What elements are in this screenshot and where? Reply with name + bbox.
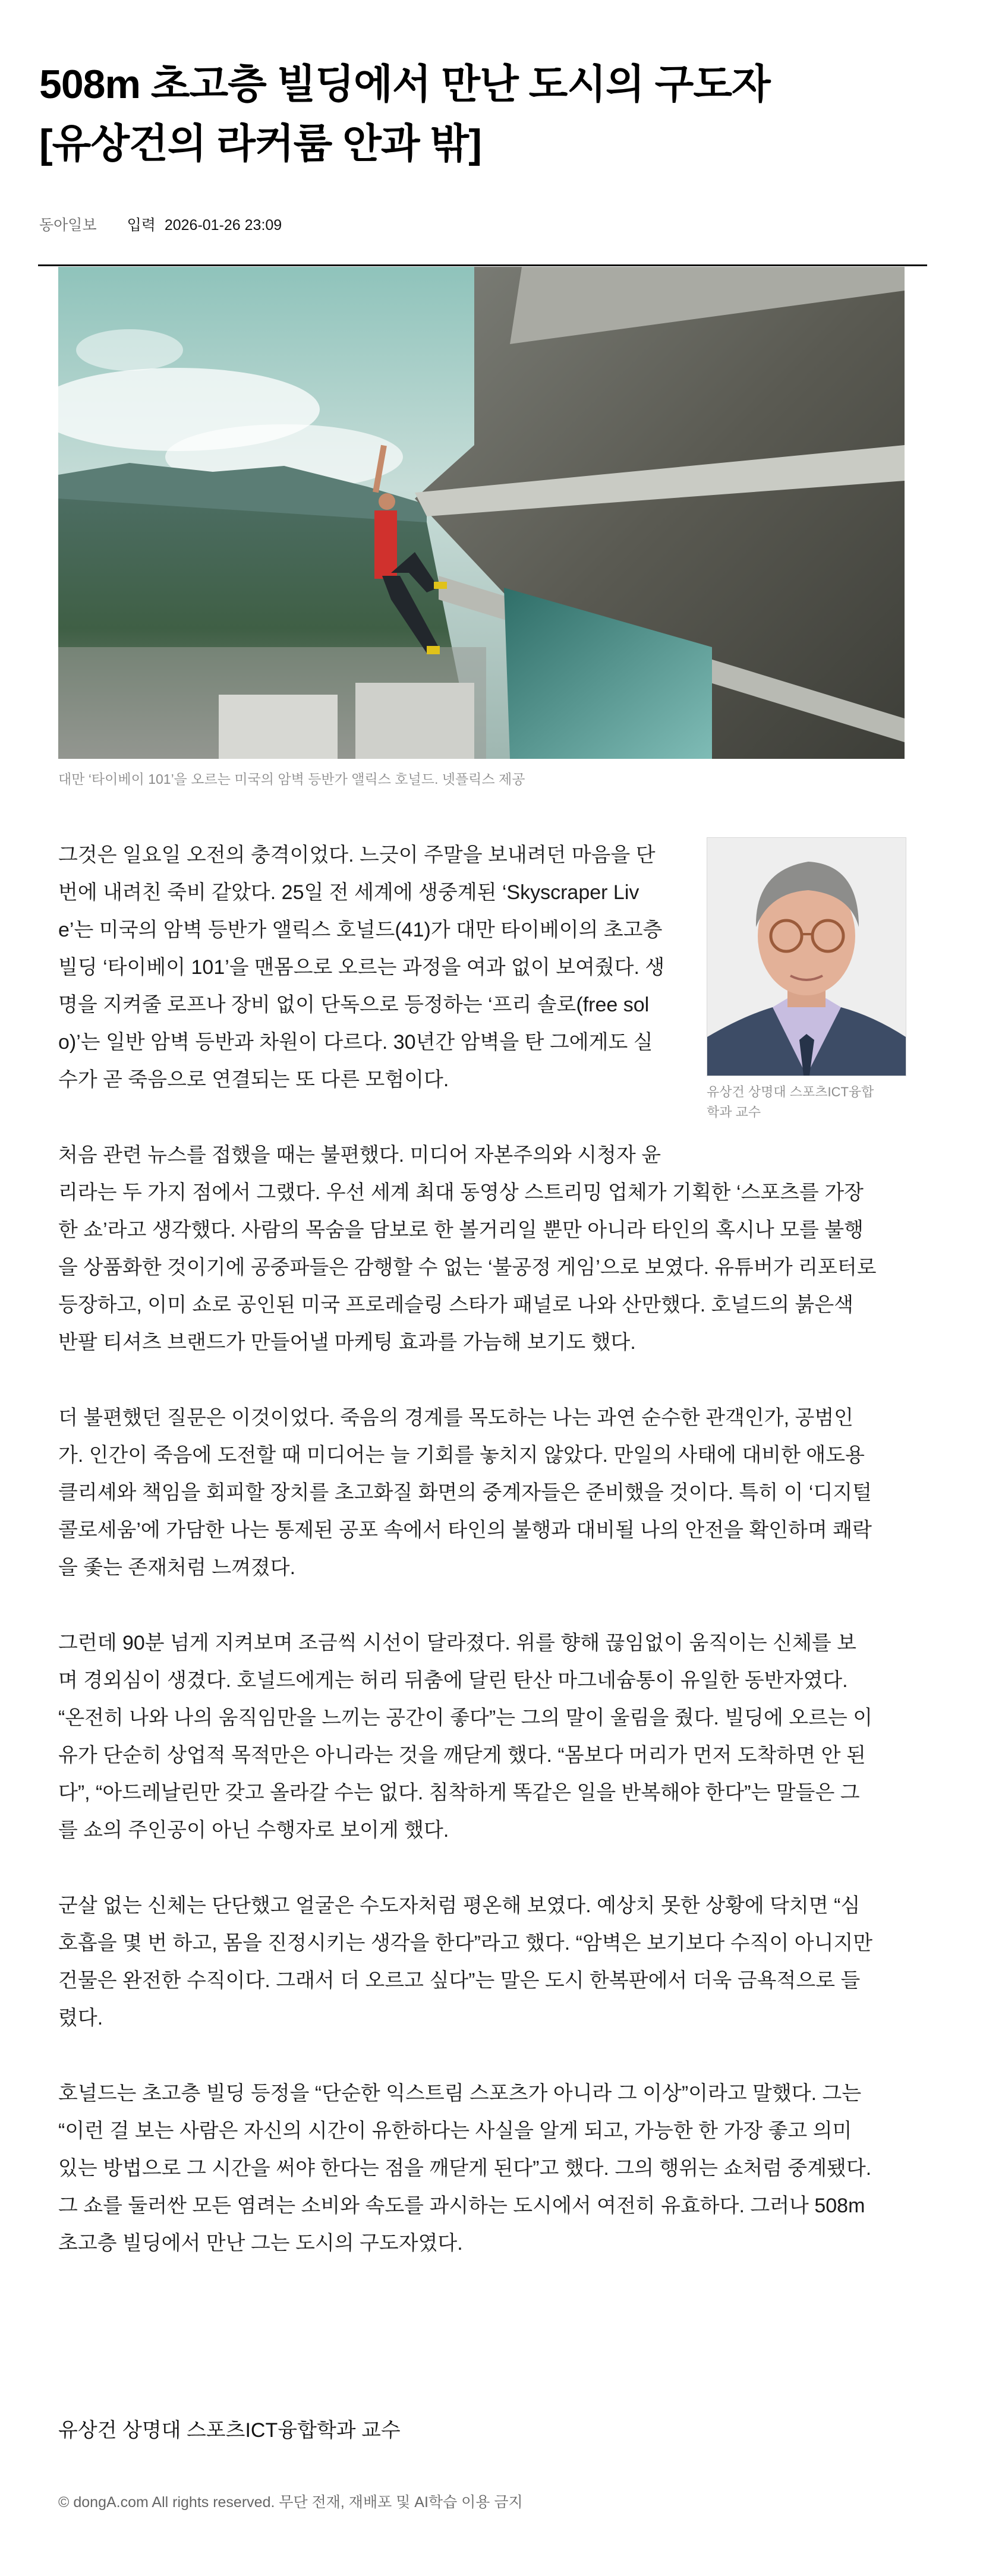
main-photo[interactable] — [58, 267, 905, 759]
text-line: 더 불편했던 질문은 이것이었다. 죽음의 경계를 목도하는 나는 과연 순수한 관객인가, 공범인 — [58, 1407, 854, 1429]
text-line: 다”, “아드레날린만 갖고 올라갈 수는 없다. 침착하게 똑같은 일을 반복해야 한다”는 말들은 그 — [58, 1782, 860, 1804]
text-line: “온전히 나와 나의 움직임만을 느끼는 공간이 좋다”는 그의 말이 울림을 줬다. 빌딩에 오르는 이 — [58, 1707, 873, 1729]
paragraph-2 — [58, 1137, 908, 1361]
text-line: 호흡을 몇 번 하고, 몸을 진정시키는 생각을 한다”라고 했다. “암벽은 보기보다 수직이 아니지만 — [58, 1932, 873, 1954]
text-line: 유가 단순히 상업적 목적만은 아니라는 것을 깨닫게 했다. “몸보다 머리가 먼저 도착하면 안 된 — [58, 1744, 866, 1767]
text-line: 그 쇼를 둘러싼 모든 염려는 소비와 속도를 과시하는 도시에서 여전히 유효하다. 그러나 508m — [58, 2195, 865, 2217]
author-photo-caption-line-2: 학과 교수 — [707, 1105, 761, 1120]
text-line: 호널드는 초고층 빌딩 등정을 “단순한 익스트림 스포츠가 아니라 그 이상”이라고 말했다. 그는 — [58, 2082, 862, 2105]
text-line: 한 쇼’라고 생각했다. 사람의 목숨을 담보로 한 볼거리일 뿐만 아니라 타인의 혹시나 모를 불행 — [58, 1219, 864, 1241]
text-line: 렸다. — [58, 2007, 103, 2029]
text-line: 군살 없는 신체는 단단했고 얼굴은 수도자처럼 평온해 보였다. 예상치 못한 상황에 닥치면 “심 — [58, 1894, 861, 1917]
text-line: 수가 곧 죽음으로 연결되는 또 다른 모험이다. — [58, 1068, 449, 1091]
text-line: 을 상품화한 것이기에 공중파들은 감행할 수 없는 ‘불공정 게임’으로 보였다. 유튜버가 리포터로 — [58, 1256, 877, 1279]
text-line: 처음 관련 뉴스를 접했을 때는 불편했다. 미디어 자본주의와 시청자 윤 — [58, 1144, 661, 1166]
text-line: 가. 인간이 죽음에 도전할 때 미디어는 늘 기회를 놓치지 않았다. 만일의 사태에 대비한 애도용 — [58, 1444, 865, 1467]
text-line: 를 쇼의 주인공이 아닌 수행자로 보이게 했다. — [58, 1819, 449, 1842]
author-byline: 유상건 상명대 스포츠ICT융합학과 교수 — [58, 2419, 401, 2442]
text-line: o)’는 일반 암벽 등반과 차원이 다르다. 30년간 암벽을 탄 그에게도 실 — [58, 1031, 653, 1054]
header-divider — [38, 264, 927, 266]
page-title — [39, 55, 931, 174]
text-line: 번에 내려친 죽비 같았다. 25일 전 세계에 생중계된 ‘Skyscraper Liv — [58, 881, 639, 904]
date-label: 입력 — [127, 217, 156, 234]
text-line: e’는 미국의 암벽 등반가 앨릭스 호널드(41)가 대만 타이베이의 초고층 — [58, 919, 663, 941]
text-line: 그런데 90분 넘게 지켜보며 조금씩 시선이 달라졌다. 위를 향해 끊임없이 움직이는 신체를 보 — [58, 1632, 857, 1654]
text-line: 등장하고, 이미 쇼로 공인된 미국 프로레슬링 스타가 패널로 나와 산만했다. 호널드의 붉은색 — [58, 1294, 854, 1316]
paragraph-5 — [58, 1887, 908, 2037]
publish-date: 2026-01-26 23:09 — [164, 217, 282, 234]
paragraph-4 — [58, 1625, 908, 1849]
text-line: 그것은 일요일 오전의 충격이었다. 느긋이 주말을 보내려던 마음을 단 — [58, 844, 656, 866]
text-line: “이런 걸 보는 사람은 자신의 시간이 유한하다는 사실을 알게 되고, 가능한 한 가장 좋고 의미 — [58, 2120, 852, 2142]
title-line-1: 508m 초고층 빌딩에서 만난 도시의 구도자 — [39, 62, 770, 107]
text-line: 며 경외심이 생겼다. 호널드에게는 허리 뒤춤에 달린 탄산 마그네슘통이 유일한 동반자였다. — [58, 1669, 848, 1692]
text-line: 반팔 티셔츠 브랜드가 만들어낼 마케팅 효과를 가늠해 보기도 했다. — [58, 1331, 636, 1354]
photo-caption: 대만 ‘타이베이 101’을 오르는 미국의 암벽 등반가 앨릭스 호널드. 넷플릭스 제공 — [58, 771, 525, 787]
text-line: 빌딩 ‘타이베이 101’을 맨몸으로 오르는 과정을 여과 없이 보여줬다. 생 — [58, 956, 665, 979]
text-line: 건물은 완전한 수직이다. 그래서 더 오르고 싶다”는 말은 도시 한복판에서 더욱 금욕적으로 들 — [58, 1969, 861, 1992]
text-line: 콜로세움’에 가담한 나는 통제된 공포 속에서 타인의 불행과 대비될 나의 안전을 확인하며 쾌락 — [58, 1519, 872, 1541]
paragraph-3 — [58, 1399, 908, 1587]
text-line: 을 좇는 존재처럼 느껴졌다. — [58, 1556, 296, 1579]
article-body — [58, 837, 908, 2300]
author-photo-caption-line-1: 유상건 상명대 스포츠ICT융합 — [707, 1084, 874, 1099]
article-meta — [39, 216, 282, 234]
text-line: 리라는 두 가지 점에서 그랬다. 우선 세계 최대 동영상 스트리밍 업체가 기획한 ‘스포츠를 가장 — [58, 1181, 864, 1204]
publisher-name[interactable]: 동아일보 — [39, 217, 97, 234]
text-line: 명을 지켜줄 로프나 장비 없이 단독으로 등정하는 ‘프리 솔로(free sol — [58, 994, 650, 1016]
text-line: 있는 방법으로 그 시간을 써야 한다는 점을 깨닫게 된다”고 했다. 그의 행위는 쇼처럼 중계됐다. — [58, 2157, 872, 2180]
paragraph-1 — [58, 837, 908, 1099]
text-line: 초고층 빌딩에서 만난 그는 도시의 구도자였다. — [58, 2232, 463, 2255]
title-line-2: [유상건의 라커룸 안과 밖] — [39, 121, 481, 166]
photo-image-icon — [58, 267, 905, 759]
copyright-footer: © dongA.com All rights reserved. 무단 전재, 재배포 및 AI학습 이용 금지 — [58, 2494, 523, 2511]
text-line: 클리셰와 책임을 회피할 장치를 초고화질 화면의 중계자들은 준비했을 것이다. 특히 이 ‘디지털 — [58, 1481, 872, 1504]
paragraph-6 — [58, 2075, 908, 2262]
